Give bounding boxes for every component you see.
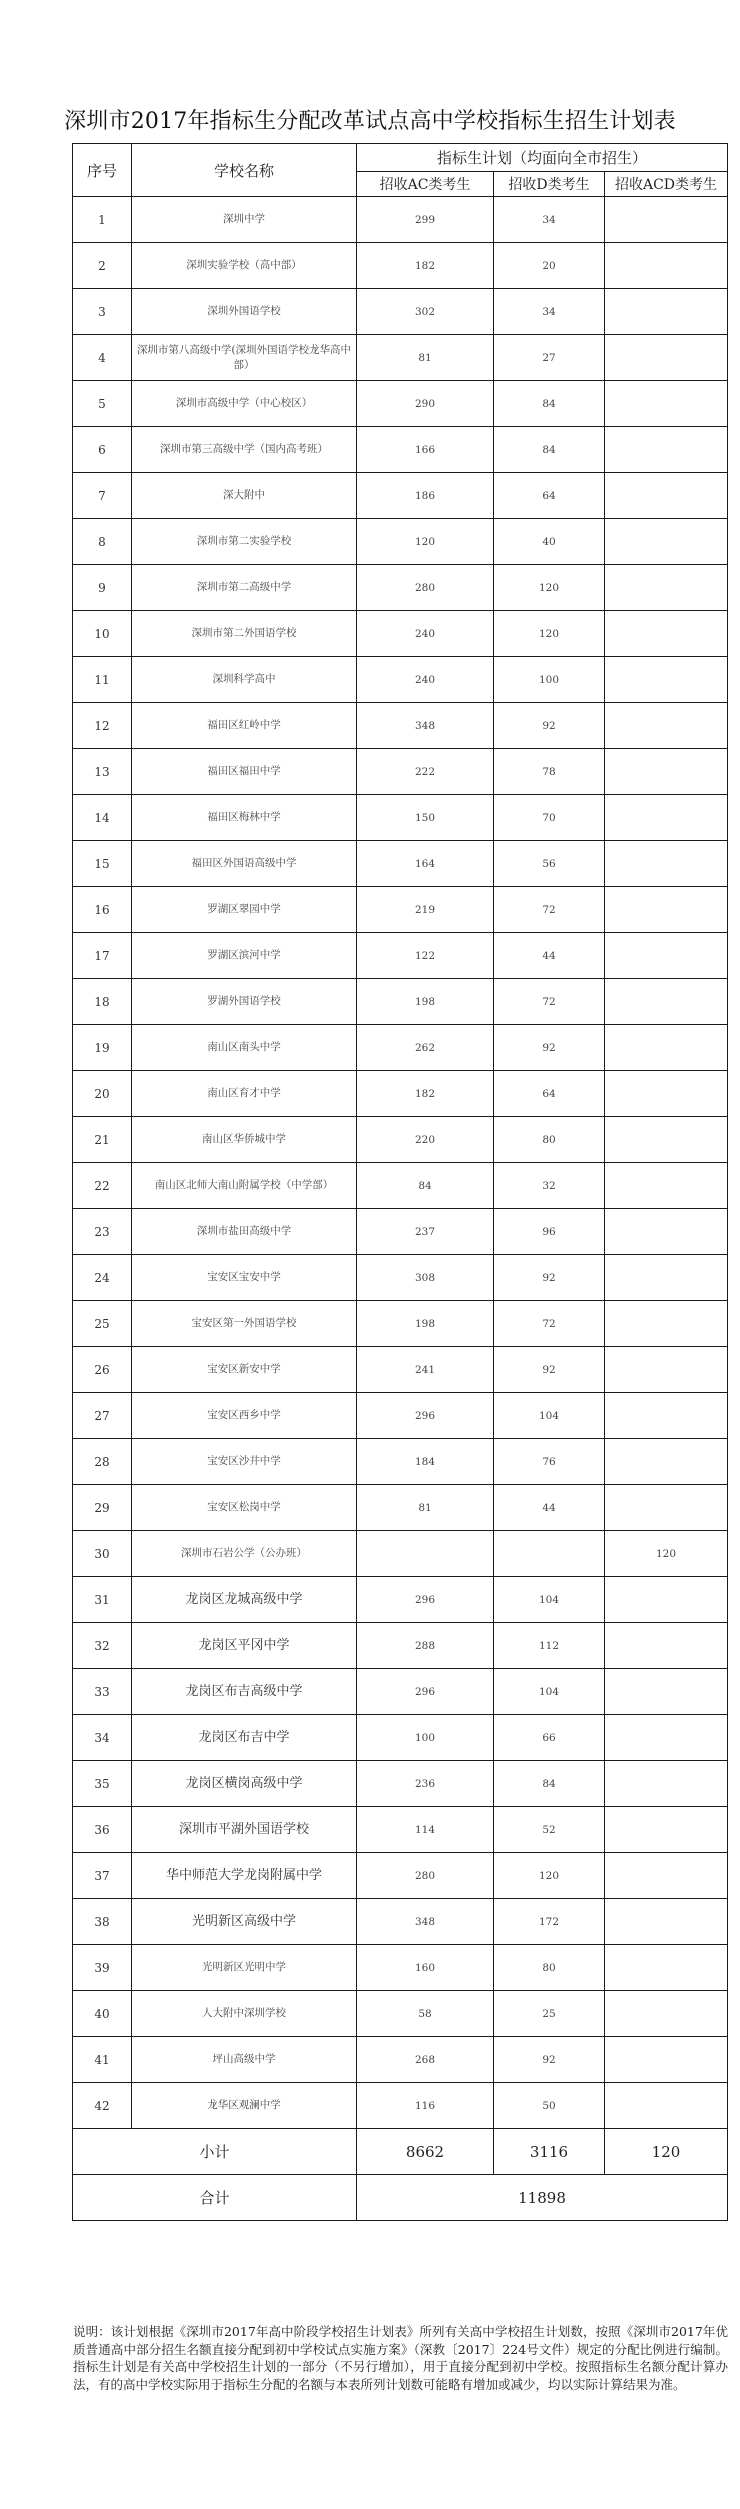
subtotal-d: 3116 xyxy=(494,2129,605,2175)
table-row xyxy=(73,1485,728,1531)
table-row xyxy=(73,1301,728,1347)
table-row xyxy=(73,933,728,979)
d-quota: 104 xyxy=(494,1577,605,1623)
ac-quota: 122 xyxy=(357,933,494,979)
row-number: 26 xyxy=(73,1347,132,1393)
row-number: 35 xyxy=(73,1761,132,1807)
table-row xyxy=(73,197,728,243)
school-name: 龙岗区横岗高级中学 xyxy=(132,1761,357,1807)
ac-quota: 100 xyxy=(357,1715,494,1761)
ac-quota: 348 xyxy=(357,703,494,749)
d-quota: 104 xyxy=(494,1669,605,1715)
school-name: 深圳市第八高级中学(深圳外国语学校龙华高中部） xyxy=(132,335,357,381)
ac-quota: 160 xyxy=(357,1945,494,1991)
table-row xyxy=(73,1715,728,1761)
d-quota: 34 xyxy=(494,289,605,335)
d-quota: 56 xyxy=(494,841,605,887)
acd-quota xyxy=(605,1209,728,1255)
table-row xyxy=(73,1807,728,1853)
table-row xyxy=(73,565,728,611)
ac-quota: 302 xyxy=(357,289,494,335)
subtotal-row xyxy=(73,2129,728,2175)
row-number: 1 xyxy=(73,197,132,243)
ac-quota: 166 xyxy=(357,427,494,473)
acd-quota xyxy=(605,473,728,519)
ac-quota: 220 xyxy=(357,1117,494,1163)
header-d: 招收D类考生 xyxy=(494,172,605,197)
table-row xyxy=(73,1577,728,1623)
school-name: 龙岗区布吉中学 xyxy=(132,1715,357,1761)
school-name: 宝安区沙井中学 xyxy=(132,1439,357,1485)
row-number: 13 xyxy=(73,749,132,795)
ac-quota: 164 xyxy=(357,841,494,887)
ac-quota: 236 xyxy=(357,1761,494,1807)
header-quota-plan: 指标生计划（均面向全市招生） xyxy=(357,144,728,172)
acd-quota xyxy=(605,1577,728,1623)
row-number: 4 xyxy=(73,335,132,381)
row-number: 42 xyxy=(73,2083,132,2129)
ac-quota: 240 xyxy=(357,611,494,657)
row-number: 14 xyxy=(73,795,132,841)
school-name: 华中师范大学龙岗附属中学 xyxy=(132,1853,357,1899)
ac-quota: 198 xyxy=(357,979,494,1025)
row-number: 9 xyxy=(73,565,132,611)
acd-quota xyxy=(605,1255,728,1301)
table-row xyxy=(73,1945,728,1991)
d-quota: 34 xyxy=(494,197,605,243)
school-name: 福田区福田中学 xyxy=(132,749,357,795)
d-quota: 96 xyxy=(494,1209,605,1255)
row-number: 31 xyxy=(73,1577,132,1623)
school-name: 深圳科学高中 xyxy=(132,657,357,703)
table-row xyxy=(73,1025,728,1071)
acd-quota xyxy=(605,197,728,243)
acd-quota xyxy=(605,1853,728,1899)
school-name: 福田区梅林中学 xyxy=(132,795,357,841)
d-quota: 84 xyxy=(494,1761,605,1807)
row-number: 8 xyxy=(73,519,132,565)
table-row xyxy=(73,1899,728,1945)
school-name: 南山区华侨城中学 xyxy=(132,1117,357,1163)
d-quota: 112 xyxy=(494,1623,605,1669)
table-row xyxy=(73,335,728,381)
footnote: 说明：该计划根据《深圳市2017年高中阶段学校招生计划表》所列有关高中学校招生计划数，按照《深圳市2017年优质普通高中部分招生名额直接分配到初中学校试点实施方案》（深教〔2017〕224号文件）规定的分配比例进行编制。指标生计划是有关高中学校招生计划的一部分（不另行增加），用于直接分配到初中学校。按照指标生名额分配计算办法，有的高中学校实际用于指标生分配的名额与本表所列计划数可能略有增加或减少，均以实际计算结果为准。 xyxy=(73,2324,728,2392)
d-quota: 120 xyxy=(494,565,605,611)
acd-quota xyxy=(605,427,728,473)
row-number: 37 xyxy=(73,1853,132,1899)
page-title: 深圳市2017年指标生分配改革试点高中学校指标生招生计划表 xyxy=(64,109,676,134)
acd-quota xyxy=(605,841,728,887)
ac-quota: 268 xyxy=(357,2037,494,2083)
ac-quota: 296 xyxy=(357,1669,494,1715)
acd-quota xyxy=(605,1623,728,1669)
ac-quota: 186 xyxy=(357,473,494,519)
acd-quota xyxy=(605,565,728,611)
ac-quota: 296 xyxy=(357,1577,494,1623)
school-name: 龙岗区布吉高级中学 xyxy=(132,1669,357,1715)
row-number: 17 xyxy=(73,933,132,979)
table-row xyxy=(73,1439,728,1485)
school-name: 光明新区光明中学 xyxy=(132,1945,357,1991)
school-name: 宝安区松岗中学 xyxy=(132,1485,357,1531)
acd-quota xyxy=(605,1899,728,1945)
table-row xyxy=(73,611,728,657)
ac-quota: 219 xyxy=(357,887,494,933)
d-quota: 92 xyxy=(494,2037,605,2083)
row-number: 12 xyxy=(73,703,132,749)
ac-quota: 296 xyxy=(357,1393,494,1439)
school-name: 宝安区第一外国语学校 xyxy=(132,1301,357,1347)
school-name: 南山区北师大南山附属学校（中学部） xyxy=(132,1163,357,1209)
row-number: 19 xyxy=(73,1025,132,1071)
subtotal-acd: 120 xyxy=(605,2129,728,2175)
d-quota: 104 xyxy=(494,1393,605,1439)
row-number: 15 xyxy=(73,841,132,887)
acd-quota xyxy=(605,519,728,565)
row-number: 16 xyxy=(73,887,132,933)
table-row xyxy=(73,795,728,841)
ac-quota: 237 xyxy=(357,1209,494,1255)
row-number: 38 xyxy=(73,1899,132,1945)
row-number: 2 xyxy=(73,243,132,289)
school-name: 深圳市平湖外国语学校 xyxy=(132,1807,357,1853)
table-row xyxy=(73,657,728,703)
row-number: 36 xyxy=(73,1807,132,1853)
d-quota: 72 xyxy=(494,979,605,1025)
school-name: 深圳中学 xyxy=(132,197,357,243)
table-row xyxy=(73,1117,728,1163)
table-row xyxy=(73,381,728,427)
table-row xyxy=(73,1531,728,1577)
school-name: 坪山高级中学 xyxy=(132,2037,357,2083)
ac-quota: 84 xyxy=(357,1163,494,1209)
row-number: 3 xyxy=(73,289,132,335)
header-school-name: 学校名称 xyxy=(132,144,357,197)
school-name: 龙岗区平冈中学 xyxy=(132,1623,357,1669)
acd-quota xyxy=(605,335,728,381)
enrollment-plan-table xyxy=(72,143,728,2221)
d-quota: 76 xyxy=(494,1439,605,1485)
header-no: 序号 xyxy=(73,144,132,197)
d-quota: 25 xyxy=(494,1991,605,2037)
d-quota: 80 xyxy=(494,1945,605,1991)
table-row xyxy=(73,887,728,933)
d-quota: 20 xyxy=(494,243,605,289)
table-row xyxy=(73,1163,728,1209)
acd-quota xyxy=(605,1761,728,1807)
table-row xyxy=(73,427,728,473)
d-quota: 44 xyxy=(494,1485,605,1531)
acd-quota xyxy=(605,381,728,427)
acd-quota xyxy=(605,1669,728,1715)
acd-quota xyxy=(605,933,728,979)
school-name: 罗湖区滨河中学 xyxy=(132,933,357,979)
ac-quota: 184 xyxy=(357,1439,494,1485)
ac-quota: 308 xyxy=(357,1255,494,1301)
d-quota: 27 xyxy=(494,335,605,381)
d-quota: 66 xyxy=(494,1715,605,1761)
d-quota: 120 xyxy=(494,611,605,657)
row-number: 20 xyxy=(73,1071,132,1117)
table-row xyxy=(73,1255,728,1301)
row-number: 39 xyxy=(73,1945,132,1991)
ac-quota: 182 xyxy=(357,1071,494,1117)
d-quota: 40 xyxy=(494,519,605,565)
d-quota: 84 xyxy=(494,381,605,427)
acd-quota: 120 xyxy=(605,1531,728,1577)
school-name: 人大附中深圳学校 xyxy=(132,1991,357,2037)
d-quota: 72 xyxy=(494,887,605,933)
ac-quota: 280 xyxy=(357,1853,494,1899)
d-quota: 120 xyxy=(494,1853,605,1899)
total-label: 合计 xyxy=(73,2175,357,2221)
row-number: 10 xyxy=(73,611,132,657)
subtotal-label: 小计 xyxy=(73,2129,357,2175)
table-row xyxy=(73,1071,728,1117)
d-quota: 50 xyxy=(494,2083,605,2129)
acd-quota xyxy=(605,1807,728,1853)
ac-quota: 280 xyxy=(357,565,494,611)
acd-quota xyxy=(605,1393,728,1439)
acd-quota xyxy=(605,2083,728,2129)
d-quota: 92 xyxy=(494,1347,605,1393)
d-quota: 80 xyxy=(494,1117,605,1163)
ac-quota: 290 xyxy=(357,381,494,427)
d-quota: 92 xyxy=(494,1255,605,1301)
school-name: 宝安区宝安中学 xyxy=(132,1255,357,1301)
ac-quota: 114 xyxy=(357,1807,494,1853)
ac-quota: 348 xyxy=(357,1899,494,1945)
school-name: 南山区南头中学 xyxy=(132,1025,357,1071)
table-row xyxy=(73,519,728,565)
acd-quota xyxy=(605,703,728,749)
school-name: 南山区育才中学 xyxy=(132,1071,357,1117)
school-name: 深圳市第二实验学校 xyxy=(132,519,357,565)
row-number: 32 xyxy=(73,1623,132,1669)
table-row xyxy=(73,1209,728,1255)
acd-quota xyxy=(605,243,728,289)
row-number: 40 xyxy=(73,1991,132,2037)
total-value: 11898 xyxy=(357,2175,728,2221)
school-name: 深圳市第二高级中学 xyxy=(132,565,357,611)
school-name: 龙岗区龙城高级中学 xyxy=(132,1577,357,1623)
ac-quota: 150 xyxy=(357,795,494,841)
school-name: 光明新区高级中学 xyxy=(132,1899,357,1945)
school-name: 罗湖区翠园中学 xyxy=(132,887,357,933)
school-name: 深圳市盐田高级中学 xyxy=(132,1209,357,1255)
d-quota: 64 xyxy=(494,1071,605,1117)
d-quota: 78 xyxy=(494,749,605,795)
table-row xyxy=(73,243,728,289)
d-quota: 84 xyxy=(494,427,605,473)
row-number: 21 xyxy=(73,1117,132,1163)
row-number: 7 xyxy=(73,473,132,519)
acd-quota xyxy=(605,1715,728,1761)
school-name: 罗湖外国语学校 xyxy=(132,979,357,1025)
school-name: 宝安区新安中学 xyxy=(132,1347,357,1393)
school-name: 深大附中 xyxy=(132,473,357,519)
acd-quota xyxy=(605,1485,728,1531)
acd-quota xyxy=(605,887,728,933)
row-number: 27 xyxy=(73,1393,132,1439)
acd-quota xyxy=(605,657,728,703)
table-row xyxy=(73,1393,728,1439)
acd-quota xyxy=(605,795,728,841)
table-row xyxy=(73,1347,728,1393)
school-name: 深圳市高级中学（中心校区） xyxy=(132,381,357,427)
school-name: 深圳市第三高级中学（国内高考班） xyxy=(132,427,357,473)
acd-quota xyxy=(605,1163,728,1209)
acd-quota xyxy=(605,1301,728,1347)
d-quota: 92 xyxy=(494,1025,605,1071)
d-quota: 64 xyxy=(494,473,605,519)
header-ac: 招收AC类考生 xyxy=(357,172,494,197)
acd-quota xyxy=(605,2037,728,2083)
acd-quota xyxy=(605,1945,728,1991)
acd-quota xyxy=(605,289,728,335)
table-row xyxy=(73,749,728,795)
table-header xyxy=(73,144,728,197)
row-number: 41 xyxy=(73,2037,132,2083)
school-name: 深圳市石岩公学（公办班） xyxy=(132,1531,357,1577)
ac-quota: 241 xyxy=(357,1347,494,1393)
table-row xyxy=(73,1853,728,1899)
ac-quota: 81 xyxy=(357,335,494,381)
school-name: 福田区红岭中学 xyxy=(132,703,357,749)
ac-quota: 262 xyxy=(357,1025,494,1071)
d-quota: 70 xyxy=(494,795,605,841)
d-quota: 100 xyxy=(494,657,605,703)
acd-quota xyxy=(605,1439,728,1485)
ac-quota xyxy=(357,1531,494,1577)
school-name: 深圳实验学校（高中部） xyxy=(132,243,357,289)
d-quota: 172 xyxy=(494,1899,605,1945)
row-number: 33 xyxy=(73,1669,132,1715)
row-number: 30 xyxy=(73,1531,132,1577)
school-name: 深圳外国语学校 xyxy=(132,289,357,335)
row-number: 28 xyxy=(73,1439,132,1485)
table-body xyxy=(73,197,728,2129)
row-number: 24 xyxy=(73,1255,132,1301)
row-number: 23 xyxy=(73,1209,132,1255)
row-number: 6 xyxy=(73,427,132,473)
row-number: 5 xyxy=(73,381,132,427)
d-quota: 32 xyxy=(494,1163,605,1209)
row-number: 11 xyxy=(73,657,132,703)
school-name: 龙华区观澜中学 xyxy=(132,2083,357,2129)
table-row xyxy=(73,979,728,1025)
table-row xyxy=(73,841,728,887)
table-row xyxy=(73,1761,728,1807)
row-number: 18 xyxy=(73,979,132,1025)
row-number: 29 xyxy=(73,1485,132,1531)
acd-quota xyxy=(605,1071,728,1117)
ac-quota: 198 xyxy=(357,1301,494,1347)
table-row xyxy=(73,2037,728,2083)
ac-quota: 240 xyxy=(357,657,494,703)
row-number: 34 xyxy=(73,1715,132,1761)
header-acd: 招收ACD类考生 xyxy=(605,172,728,197)
ac-quota: 81 xyxy=(357,1485,494,1531)
table-row xyxy=(73,1669,728,1715)
table-row xyxy=(73,473,728,519)
acd-quota xyxy=(605,1347,728,1393)
subtotal-ac: 8662 xyxy=(357,2129,494,2175)
d-quota xyxy=(494,1531,605,1577)
acd-quota xyxy=(605,1025,728,1071)
table-row xyxy=(73,1623,728,1669)
acd-quota xyxy=(605,979,728,1025)
table-row xyxy=(73,2083,728,2129)
acd-quota xyxy=(605,1117,728,1163)
d-quota: 52 xyxy=(494,1807,605,1853)
ac-quota: 120 xyxy=(357,519,494,565)
acd-quota xyxy=(605,611,728,657)
school-name: 宝安区西乡中学 xyxy=(132,1393,357,1439)
d-quota: 44 xyxy=(494,933,605,979)
ac-quota: 299 xyxy=(357,197,494,243)
school-name: 深圳市第二外国语学校 xyxy=(132,611,357,657)
d-quota: 92 xyxy=(494,703,605,749)
table-row xyxy=(73,289,728,335)
d-quota: 72 xyxy=(494,1301,605,1347)
ac-quota: 58 xyxy=(357,1991,494,2037)
acd-quota xyxy=(605,1991,728,2037)
ac-quota: 116 xyxy=(357,2083,494,2129)
ac-quota: 182 xyxy=(357,243,494,289)
school-name: 福田区外国语高级中学 xyxy=(132,841,357,887)
row-number: 25 xyxy=(73,1301,132,1347)
table-row xyxy=(73,1991,728,2037)
ac-quota: 222 xyxy=(357,749,494,795)
total-row xyxy=(73,2175,728,2221)
acd-quota xyxy=(605,749,728,795)
row-number: 22 xyxy=(73,1163,132,1209)
table-row xyxy=(73,703,728,749)
ac-quota: 288 xyxy=(357,1623,494,1669)
